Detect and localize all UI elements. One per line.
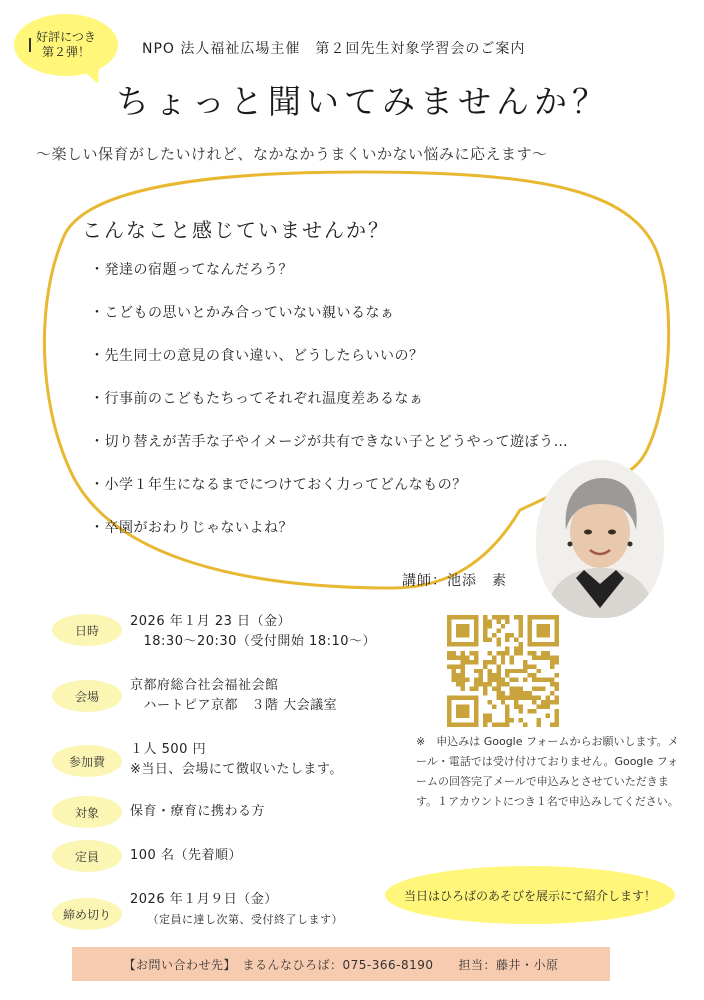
info-capacity: 100 名（先着順） (130, 848, 242, 863)
qr-code[interactable] (447, 615, 559, 727)
label-target: 対象 (52, 796, 122, 828)
question-item: ・こどもの思いとかみ合っていない親いるなぁ (90, 305, 395, 321)
lecturer-photo (536, 460, 664, 618)
promo-bubble: 当日はひろばのあそびを展示にて紹介します！ (385, 866, 675, 924)
question-item: ・行事前のこどもたちってそれぞれ温度差あるなぁ (90, 391, 424, 407)
label-fee: 参加費 (52, 745, 122, 777)
application-note: ※ 申込みは Google フォームからお願いします。メール・電話では受け付けておりません。Google フォームの回答完了メールで申込みとさせていただきます。１アカウントにつき１名で申込みしてください。 (416, 735, 679, 808)
page-subtitle: ～楽しい保育がしたいけれど、なかなかうまくいかない悩みに応えます～ (36, 145, 548, 163)
deadline-line-2: （定員に達し次第、受付終了します） (130, 913, 343, 926)
question-item: ・小学１年生になるまでにつけておく力ってどんなもの？ (90, 477, 467, 493)
question-item: ・卒園がおわりじゃないよね？ (90, 520, 293, 536)
question-item: ・切り替えが苦手な子やイメージが共有できない子とどうやって遊ぼう… (90, 434, 569, 450)
badge-line-1: 好評につき (36, 30, 96, 44)
label-capacity: 定員 (52, 840, 122, 872)
venue-line-2: ハートピア京都 ３階 大会議室 (130, 698, 338, 713)
date-line-2: 18:30～20:30（受付開始 18:10～） (130, 634, 377, 649)
label-deadline: 締め切り (52, 898, 122, 930)
organizer-line: NPO 法人福祉広場主催 第２回先生対象学習会のご案内 (142, 41, 526, 57)
info-fee (130, 740, 343, 780)
badge-line-2: 第２弾！ (41, 45, 90, 59)
lecturer-name: 講師：池添 素 (402, 573, 507, 589)
questions-list (90, 259, 568, 560)
questions-heading: こんなこと感じていませんか？ (82, 218, 390, 242)
contact-band: 【お問い合わせ先】 まるんなひろば：075-366-8190 担当：藤井・小原 (72, 947, 610, 981)
info-date (130, 612, 376, 652)
fee-line-1: １人 500 円 (130, 742, 207, 757)
info-venue (130, 676, 337, 716)
page-title: ちょっと聞いてみませんか？ (116, 82, 610, 121)
question-item: ・先生同士の意見の食い違い、どうしたらいいの？ (90, 348, 424, 364)
label-venue: 会場 (52, 680, 122, 712)
deadline-line-1: 2026 年１月９日（金） (130, 892, 278, 907)
info-target: 保育・療育に携わる方 (130, 804, 266, 819)
label-date: 日時 (52, 614, 122, 646)
question-item: ・発達の宿題ってなんだろう？ (90, 262, 293, 278)
venue-line-1: 京都府総合社会福祉会館 (130, 678, 279, 693)
info-deadline (130, 890, 343, 930)
date-line-1: 2026 年１月 23 日（金） (130, 614, 292, 629)
fee-line-2: ※当日、会場にて徴収いたします。 (130, 762, 343, 777)
